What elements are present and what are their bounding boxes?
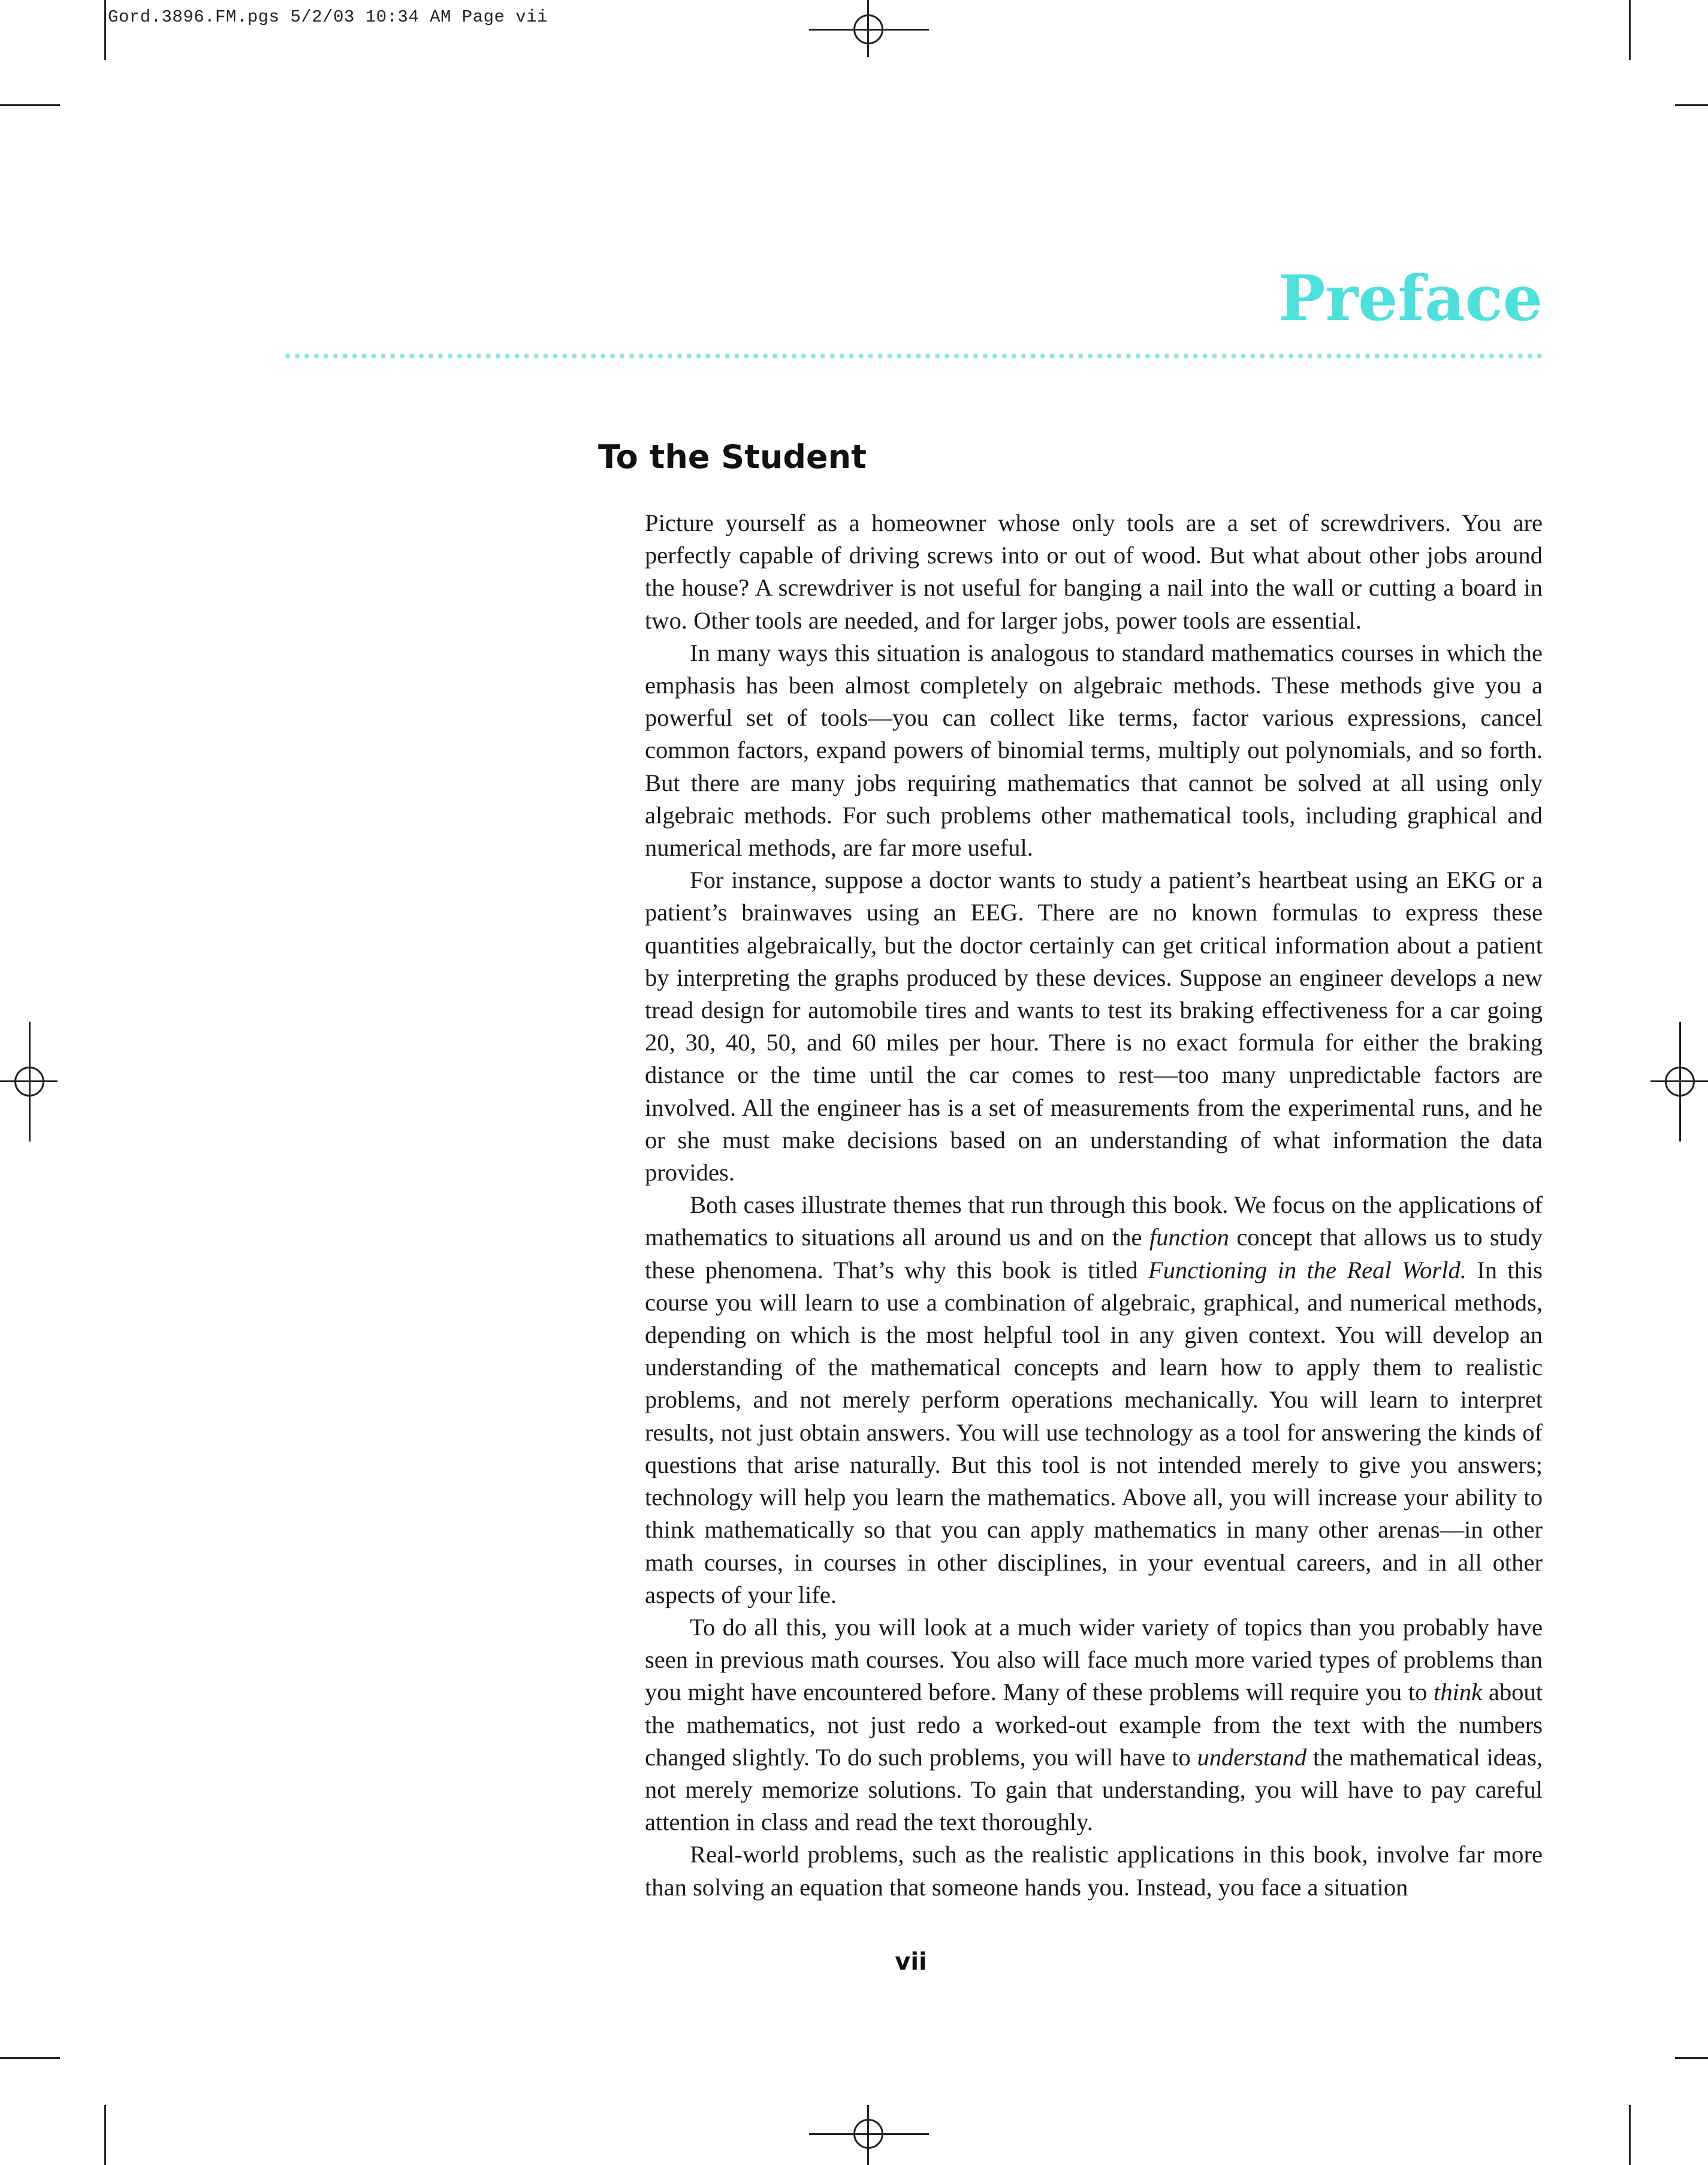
book-title-emphasis: Functioning in the Real World.: [1148, 1256, 1466, 1284]
paragraph-text: For instance, suppose a doctor wants to study a patient’s heartbeat using an EKG or a patient’s brainwaves using an EEG. There are no known formulas to express these quantities algebraically, but the doctor certainly can get critical information about a patient by interpreting the graphs produced by these devices. Suppose an engineer develops a new tread design for automobile tires and wants to test its braking effectiveness for a car going 20, 30, 40, 50, and 60 miles per hour. There is no exact formula for either the braking distance or the time until the car comes to rest—too many unpredictable factors are involved. All the engineer has is a set of measurements from the experimental runs, and he or she must make decisions based on an understanding of what information the data provides.: [645, 866, 1543, 1186]
crop-mark-top-right-vertical: [1629, 0, 1631, 60]
crop-mark-bottom-right-horizontal: [1675, 2057, 1708, 2059]
dotted-rule: [285, 354, 1543, 358]
registration-right-circle: [1665, 1067, 1695, 1097]
paragraph-text: Both cases illustrate themes that run through this book. We focus on the applications of mathematics to situations all around us and on the: [645, 1191, 1543, 1251]
crop-mark-top-left-horizontal: [0, 104, 60, 106]
paragraph-text: concept that allows us to study these phenomena. That’s why this book is titled: [645, 1224, 1543, 1284]
paragraph-text: the mathematical ideas, not merely memorize solutions. To gain that understanding, you will have to pay careful attention in class and read the text thoroughly.: [645, 1743, 1543, 1836]
registration-top-circle: [853, 14, 883, 44]
paragraph-3: [645, 864, 1543, 1189]
paragraph-text: Picture yourself as a homeowner whose only tools are a set of screwdrivers. You are perfectly capable of driving screws into or out of wood. But what about other jobs around the house? A screwdriver is not useful for banging a nail into the wall or cutting a board in two. Other tools are needed, and for larger jobs, power tools are essential.: [645, 509, 1543, 634]
paragraph-text: Real-world problems, such as the realistic applications in this book, involve far more than solving an equation that someone hands you. Instead, you face a situation: [645, 1841, 1543, 1901]
paragraph-text: In this course you will learn to use a combination of algebraic, graphical, and numerical methods, depending on which is the most helpful tool in any given context. You will develop an understanding of the mathematical concepts and learn how to apply them to realistic problems, and not merely perform operations mechanically. You will learn to interpret results, not just obtain answers. You will use technology as a tool for answering the kinds of questions that arise naturally. But this tool is not intended merely to give you answers; technology will help you learn the mathematics. Above all, you will increase your ability to think mathematically so that you can apply mathematics in many other arenas—in other math courses, in courses in other disciplines, in your eventual careers, and in all other aspects of your life.: [645, 1256, 1543, 1608]
paragraph-5: [645, 1611, 1543, 1838]
section-title: To the Student: [598, 438, 867, 476]
registration-bottom-circle: [853, 2119, 883, 2149]
registration-left-circle: [14, 1067, 44, 1097]
print-slug: Gord.3896.FM.pgs 5/2/03 10:34 AM Page vii: [108, 7, 548, 27]
emphasis-text: function: [1149, 1224, 1229, 1251]
paragraph-text: about the mathematics, not just redo a worked-out example from the text with the numbers changed slightly. To do such problems, you will have to: [645, 1678, 1543, 1771]
paragraph-text: To do all this, you will look at a much wider variety of topics than you probably have seen in previous math courses. You also will face much more varied types of problems than you might have encountered before. Many of these problems will require you to: [645, 1613, 1543, 1706]
paragraph-text: In many ways this situation is analogous to standard mathematics courses in which the emphasis has been almost completely on algebraic methods. These methods give you a powerful set of tools—you can collect like terms, factor various expressions, cancel common factors, expand powers of binomial terms, multiply out polynomials, and so forth. But there are many jobs requiring mathematics that cannot be solved at all using only algebraic methods. For such problems other mathematical tools, including graphical and numerical methods, are far more useful.: [645, 639, 1543, 862]
body-text: [645, 507, 1543, 1904]
crop-mark-bottom-right-vertical: [1629, 2105, 1631, 2165]
page-number: vii: [895, 1948, 927, 1976]
paragraph-2: [645, 637, 1543, 864]
crop-mark-bottom-left-horizontal: [0, 2057, 60, 2059]
crop-mark-top-right-horizontal: [1675, 104, 1708, 106]
emphasis-text: think: [1434, 1678, 1483, 1706]
paragraph-4: [645, 1189, 1543, 1611]
crop-mark-bottom-left-vertical: [104, 2105, 106, 2165]
paragraph-1: [645, 507, 1543, 637]
crop-mark-top-left-vertical: [104, 0, 106, 60]
paragraph-6: [645, 1838, 1543, 1903]
emphasis-text: understand: [1197, 1743, 1307, 1771]
chapter-title: Preface: [1278, 261, 1543, 335]
